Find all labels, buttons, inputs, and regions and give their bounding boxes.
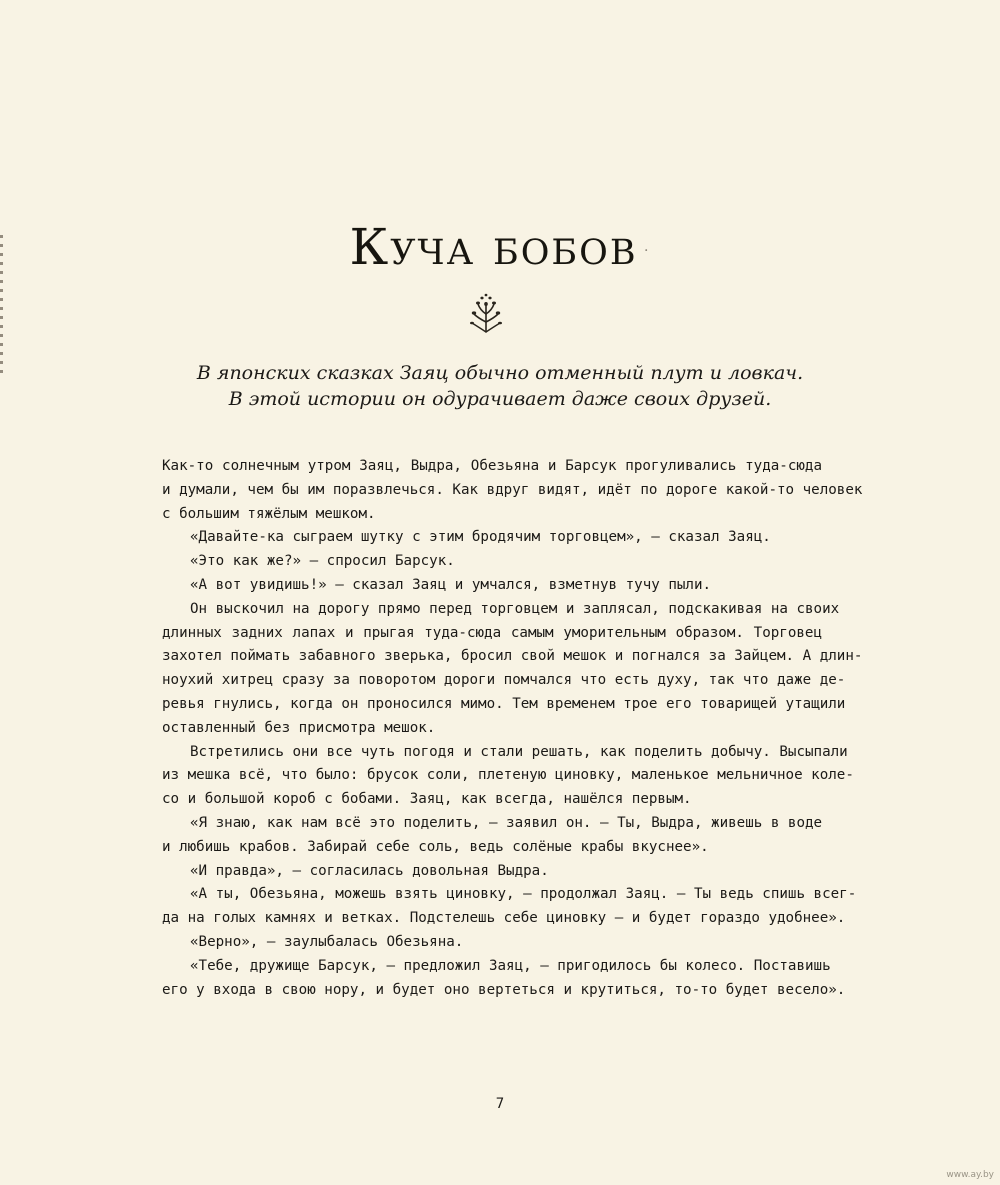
text-line: ноухий хитрец сразу за поворотом дороги помчался что есть духу, так что даже де- bbox=[162, 672, 846, 689]
epigraph-line: В японских сказках Заяц обычно отменный плут и ловкач. bbox=[196, 362, 804, 384]
text-line: «Верно», — заулыбалась Обезьяна. bbox=[190, 933, 464, 950]
text-line: с большим тяжёлым мешком. bbox=[162, 505, 376, 522]
title-dot: · bbox=[637, 243, 651, 259]
text-line: Встретились они все чуть погодя и стали решать, как поделить добычу. Высыпали bbox=[190, 743, 848, 760]
text-line: ревья гнулись, когда он проносился мимо. Тем временем трое его товарищей утащили bbox=[162, 695, 846, 712]
watermark: www.ay.by bbox=[946, 1170, 994, 1180]
text-line: из мешка всё, что было: брусок соли, плетеную циновку, маленькое мельничное коле- bbox=[162, 767, 854, 784]
text-line: да на голых камнях и ветках. Подстелешь себе циновку — и будет гораздо удобнее». bbox=[162, 910, 846, 927]
text-line: «Давайте-ка сыграем шутку с этим бродячим торговцем», — сказал Заяц. bbox=[190, 529, 771, 546]
text-line: «Тебе, дружище Барсук, — предложил Заяц, — пригодилось бы колесо. Поставишь bbox=[190, 957, 831, 974]
text-line: его у входа в свою нору, и будет оно вертеться и крутиться, то-то будет весело». bbox=[162, 981, 846, 998]
text-line: длинных задних лапах и прыгая туда-сюда самым уморительным образом. Торговец bbox=[162, 624, 822, 641]
story-text bbox=[162, 455, 863, 1002]
text-line: оставленный без присмотра мешок. bbox=[162, 719, 436, 736]
text-line: Он выскочил на дорогу прямо перед торговцем и заплясал, подскакивая на своих bbox=[190, 600, 840, 617]
text-line: и любишь крабов. Забирай себе соль, ведь солёные крабы вкуснее». bbox=[162, 838, 709, 855]
text-line: «А вот увидишь!» — сказал Заяц и умчался, взметнув тучу пыли. bbox=[190, 576, 712, 593]
text-line: «Это как же?» — спросил Барсук. bbox=[190, 553, 455, 570]
page-number: 7 bbox=[495, 1096, 505, 1112]
text-line: и думали, чем бы им поразвлечься. Как вдруг видят, идёт по дороге какой-то человек bbox=[162, 481, 863, 498]
epigraph-line: В этой истории он одурачивает даже своих друзей. bbox=[228, 388, 772, 410]
text-line: «А ты, Обезьяна, можешь взять циновку, — продолжал Заяц. — Ты ведь спишь всег- bbox=[190, 886, 857, 903]
text-line: со и большой короб с бобами. Заяц, как всегда, нашёлся первым. bbox=[162, 791, 692, 808]
sprig-ornament-icon bbox=[466, 292, 506, 334]
text-line: «Я знаю, как нам всё это поделить, — заявил он. — Ты, Выдра, живешь в воде bbox=[190, 814, 823, 831]
chapter-epigraph bbox=[160, 360, 840, 412]
text-line: Как-то солнечным утром Заяц, Выдра, Обезьяна и Барсук прогуливались туда-сюда bbox=[162, 458, 822, 474]
text-line: «И правда», — согласилась довольная Выдра. bbox=[190, 862, 549, 879]
text-line: захотел поймать забавного зверька, бросил свой мешок и погнался за Зайцем. А длин- bbox=[162, 648, 863, 665]
chapter-title-text: Куча бобов bbox=[349, 218, 638, 276]
chapter-title bbox=[0, 218, 1000, 276]
